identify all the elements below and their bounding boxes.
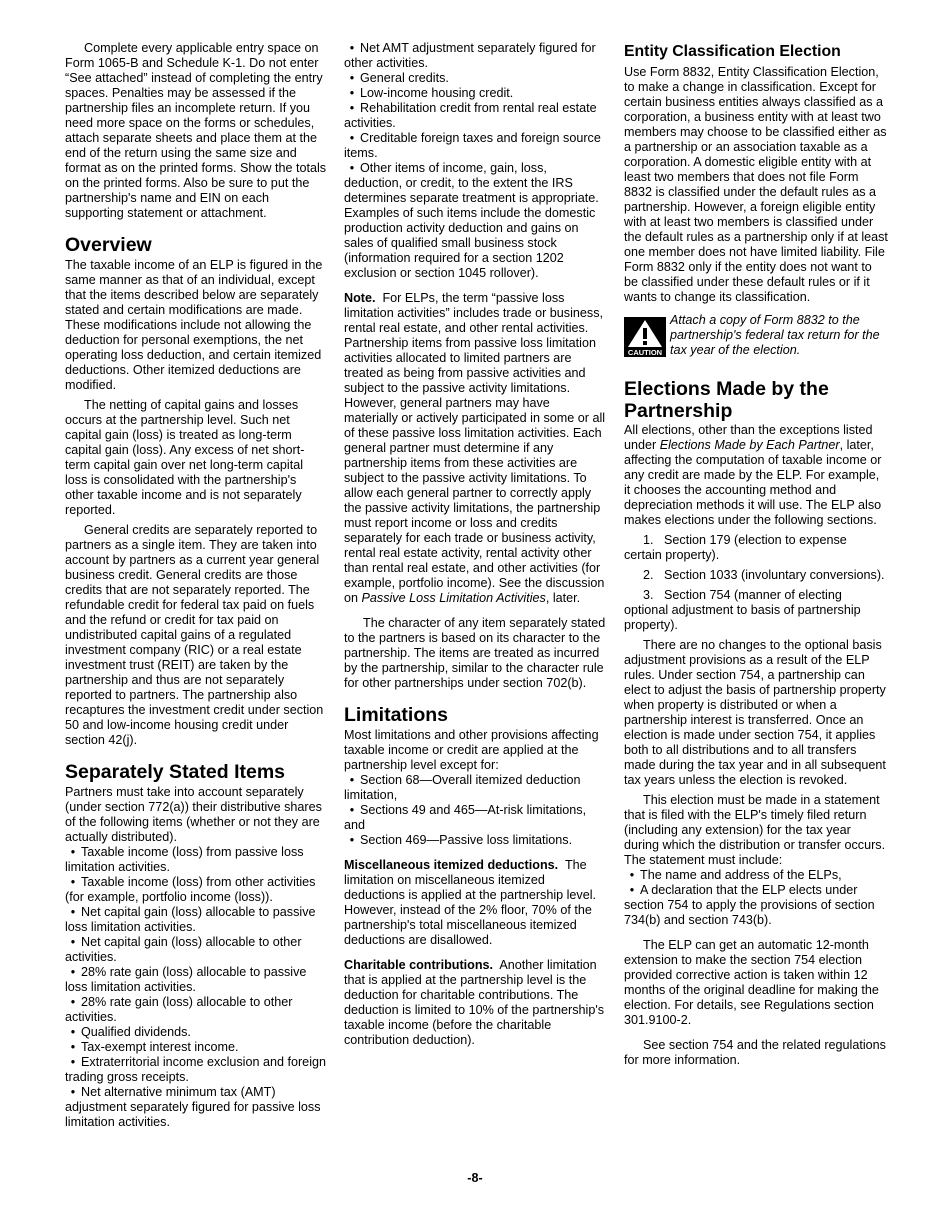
intro-paragraph: Complete every applicable entry space on Form 1065-B and Schedule K-1. Do not enter “See attached” instead of completing the entry spaces. Penalties may be assessed if the partnership files an incomplete return. If you need more space on the forms or schedules, attach separate sheets and place them at the end of the return using the same size and format as on the printed forms. Show the totals on the printed forms. Also be sure to put the partnership's name and EIN on each supporting statement or attachment. bbox=[65, 41, 327, 220]
bullet-icon: • bbox=[349, 161, 355, 175]
list-item: • A declaration that the ELP elects under section 754 to apply the provisions of section 734(b) and section 743(b). bbox=[624, 883, 875, 927]
list-item: • Net capital gain (loss) allocable to passive loss limitation activities. bbox=[65, 905, 316, 934]
caution-note bbox=[624, 313, 888, 358]
bullet-icon: • bbox=[70, 965, 76, 979]
list-item: • Taxable income (loss) from other activities (for example, portfolio income (loss)). bbox=[65, 875, 316, 904]
list-item: • 28% rate gain (loss) allocable to other activities. bbox=[65, 995, 293, 1024]
statement-list bbox=[624, 868, 888, 928]
bullet-icon: • bbox=[70, 1085, 76, 1099]
overview-paragraph-2: The netting of capital gains and losses occurs at the partnership level. Such net capital gain (loss) is treated as long-term capital gain (loss). Any excess of net short-term capital gain over net long-term capital loss is consolidated with the partnership's other taxable income and is not separately reported. bbox=[65, 398, 305, 517]
misc-itemized-paragraph: Miscellaneous itemized deductions. The limitation on miscellaneous itemized deductions is applied at the partnership level. However, instead of the 2% floor, 70% of the partnership's total miscellaneous itemized deductions are disallowed. bbox=[344, 858, 597, 947]
bullet-icon: • bbox=[629, 883, 635, 897]
bullet-icon: • bbox=[70, 1025, 76, 1039]
overview-paragraph-3: General credits are separately reported to partners as a single item. They are taken into account by partners as a current year general business credit. General credits are those credits that are not separately reported. The refundable credit for federal tax paid on fuels and the refund or credit for tax paid on undistributed capital gains of a regulated investment company (RIC) or a real estate investment trust (REIT) are taken by the partnership and thus are not separately reported to partners. The partnership also recaptures the investment credit under section 50 and low-income housing credit under section 42(j). bbox=[65, 523, 324, 747]
bullet-icon: • bbox=[629, 868, 635, 882]
bullet-icon: • bbox=[349, 131, 355, 145]
extension-paragraph: The ELP can get an automatic 12-month extension to make the section 754 election provided corrective action is taken within 12 months of the original deadline for making the election. For details, see Regulations section 301.9100-2. bbox=[624, 938, 879, 1027]
column-3 bbox=[624, 41, 888, 1068]
note-paragraph: Note. For ELPs, the term “passive loss limitation activities” includes trade or business, rental real estate, and other rental activities. Partnership items from passive loss limitation activities allocated to limited partners are treated as being from passive activities and subject to the passive activity limitations. However, general partners may have materially or actively participated in some or all of these passive loss limitation activities. Each general partner must determine if any partnership items from these activities are subject to the passive activity limitations. To allow each general partner to correctly apply the passive activity limitations, the partnership must report income or loss and credits separately for each trade or business activity, rental real estate activity, rental activity other than rental real estate, and other activities (for example, portfolio income). See the discussion on Passive Loss Limitation Activities, later. bbox=[344, 291, 606, 605]
elections-heading: Elections Made by the Partnership bbox=[624, 378, 829, 422]
bullet-icon: • bbox=[349, 86, 355, 100]
bullet-icon: • bbox=[70, 905, 76, 919]
list-item: • Extraterritorial income exclusion and foreign trading gross receipts. bbox=[65, 1055, 326, 1084]
optional-basis-paragraph: There are no changes to the optional basis adjustment provisions as a result of the ELP rules. Under section 754, a partnership can elect to adjust the basis of partnership property when property is distributed or when a partnership interest is transferred. Once an election is made under section 754, it applies both to all distributions and to all transfers made during the tax year and in all subsequent tax years unless the election is revoked. bbox=[624, 638, 886, 787]
numbered-item: 2. Section 1033 (involuntary conversions). bbox=[643, 568, 885, 582]
bullet-icon: • bbox=[70, 995, 76, 1009]
bullet-icon: • bbox=[70, 935, 76, 949]
list-item: • 28% rate gain (loss) allocable to passive loss limitation activities. bbox=[65, 965, 307, 994]
column-1 bbox=[65, 41, 328, 1130]
list-item: • Qualified dividends. bbox=[65, 1025, 328, 1040]
elections-intro: All elections, other than the exceptions listed under Elections Made by Each Partner, later, affecting the computation of taxable income or any credit are made by the ELP. For example, it chooses the accounting method and depreciation methods it will use. The ELP also makes elections under the following sections. bbox=[624, 423, 882, 527]
see-section-paragraph: See section 754 and the related regulations for more information. bbox=[624, 1038, 886, 1067]
bullet-icon: • bbox=[70, 845, 76, 859]
passive-loss-reference: Passive Loss Limitation Activities bbox=[361, 591, 546, 605]
list-item: • Net AMT adjustment separately figured for other activities. bbox=[344, 41, 596, 70]
charitable-paragraph: Charitable contributions. Another limitation that is applied at the partnership level is the deduction for charitable contributions. The deduction is limited to 10% of the partnership's taxable income (before the charitable contribution deduction). bbox=[344, 958, 605, 1047]
separately-stated-items-intro: Partners must take into account separately (under section 772(a)) their distributive shares of the following items (whether or not they are actually distributed). bbox=[65, 785, 322, 844]
list-item: • The name and address of the ELPs, bbox=[624, 868, 888, 883]
misc-itemized-label: Miscellaneous itemized deductions. bbox=[344, 858, 559, 872]
list-item: • Low-income housing credit. bbox=[344, 86, 607, 101]
list-item: • Creditable foreign taxes and foreign source items. bbox=[344, 131, 601, 160]
bullet-icon: • bbox=[349, 833, 355, 847]
bullet-icon: • bbox=[349, 101, 355, 115]
list-item: • Section 68—Overall itemized deduction limitation, bbox=[344, 773, 581, 802]
limitations-intro: Most limitations and other provisions affecting taxable income or credit are applied at the partnership level except for: bbox=[344, 728, 599, 772]
note-label: Note. bbox=[344, 291, 376, 305]
bullet-icon: • bbox=[349, 803, 355, 817]
separately-stated-items-list bbox=[65, 845, 328, 1130]
list-item: • Sections 49 and 465—At-risk limitations, and bbox=[344, 803, 587, 832]
bullet-icon: • bbox=[70, 875, 76, 889]
bullet-icon: • bbox=[349, 71, 355, 85]
list-item: • Other items of income, gain, loss, deduction, or credit, to the extent the IRS determines separate treatment is appropriate. Examples of such items include the domestic production activity deduction and gains on sales of qualified small business stock (information required for a section 1202 exclusion or section 1045 rollover). bbox=[344, 161, 599, 280]
overview-heading: Overview bbox=[65, 234, 152, 256]
list-item: • Net capital gain (loss) allocable to other activities. bbox=[65, 935, 302, 964]
caution-label: CAUTION bbox=[627, 348, 663, 357]
entity-classification-paragraph: Use Form 8832, Entity Classification Election, to make a change in classification. Except for certain business entities always classified as a corporation, a business entity with at least two members may choose to be classified either as a partnership or an association taxable as a corporation. A domestic eligible entity with at least two members that does not file Form 8832 is classified under the default rules as a partnership. However, a foreign eligible entity with at least two members is classified under the default rules as a partnership only if at least one member does not have limited liability. File Form 8832 only if the entity does not want to be classified under these default rules or if it wants to change its classification. bbox=[624, 65, 888, 304]
numbered-item: 1. Section 179 (election to expense certain property). bbox=[624, 533, 847, 562]
list-item: • Net alternative minimum tax (AMT) adjustment separately figured for passive loss limitation activities. bbox=[65, 1085, 321, 1129]
elections-each-partner-reference: Elections Made by Each Partner bbox=[659, 438, 840, 452]
caution-text: Attach a copy of Form 8832 to the partnership's federal tax return for the tax year of the election. bbox=[670, 313, 880, 357]
bullet-icon: • bbox=[349, 41, 355, 55]
bullet-icon: • bbox=[70, 1055, 76, 1069]
entity-classification-heading: Entity Classification Election bbox=[624, 43, 841, 60]
bullet-icon: • bbox=[70, 1040, 76, 1054]
list-item: • Section 469—Passive loss limitations. bbox=[344, 833, 607, 848]
list-item: • General credits. bbox=[344, 71, 607, 86]
caution-icon bbox=[624, 317, 666, 357]
character-paragraph: The character of any item separately stated to the partners is based on its character to the partnership. The items are treated as incurred by the partnership, similar to the character rule for other partnerships under section 702(b). bbox=[344, 616, 606, 690]
list-item: • Tax-exempt interest income. bbox=[65, 1040, 328, 1055]
charitable-label: Charitable contributions. bbox=[344, 958, 494, 972]
limitations-list bbox=[344, 773, 607, 848]
numbered-item: 3. Section 754 (manner of electing optional adjustment to basis of partnership property). bbox=[624, 588, 861, 632]
overview-paragraph-1: The taxable income of an ELP is figured in the same manner as that of an individual, except that the items described below are separately stated and certain modifications are made. These modifications include not allowing the deduction for personal exemptions, the net operating loss deduction, and certain itemized deductions. Other itemized deductions are modified. bbox=[65, 258, 323, 392]
bullet-icon: • bbox=[349, 773, 355, 787]
list-item: • Taxable income (loss) from passive loss limitation activities. bbox=[65, 845, 304, 874]
separately-stated-items-heading: Separately Stated Items bbox=[65, 761, 286, 783]
statement-paragraph: This election must be made in a statement that is filed with the ELP's timely filed return (including any extension) for the tax year during which the distribution or transfer occurs. The statement must include: bbox=[624, 793, 886, 867]
separately-stated-items-list-continued bbox=[344, 41, 607, 281]
column-2 bbox=[344, 41, 607, 1048]
list-item: • Rehabilitation credit from rental real estate activities. bbox=[344, 101, 597, 130]
page-number: -8- bbox=[467, 1171, 483, 1185]
limitations-heading: Limitations bbox=[344, 704, 449, 726]
